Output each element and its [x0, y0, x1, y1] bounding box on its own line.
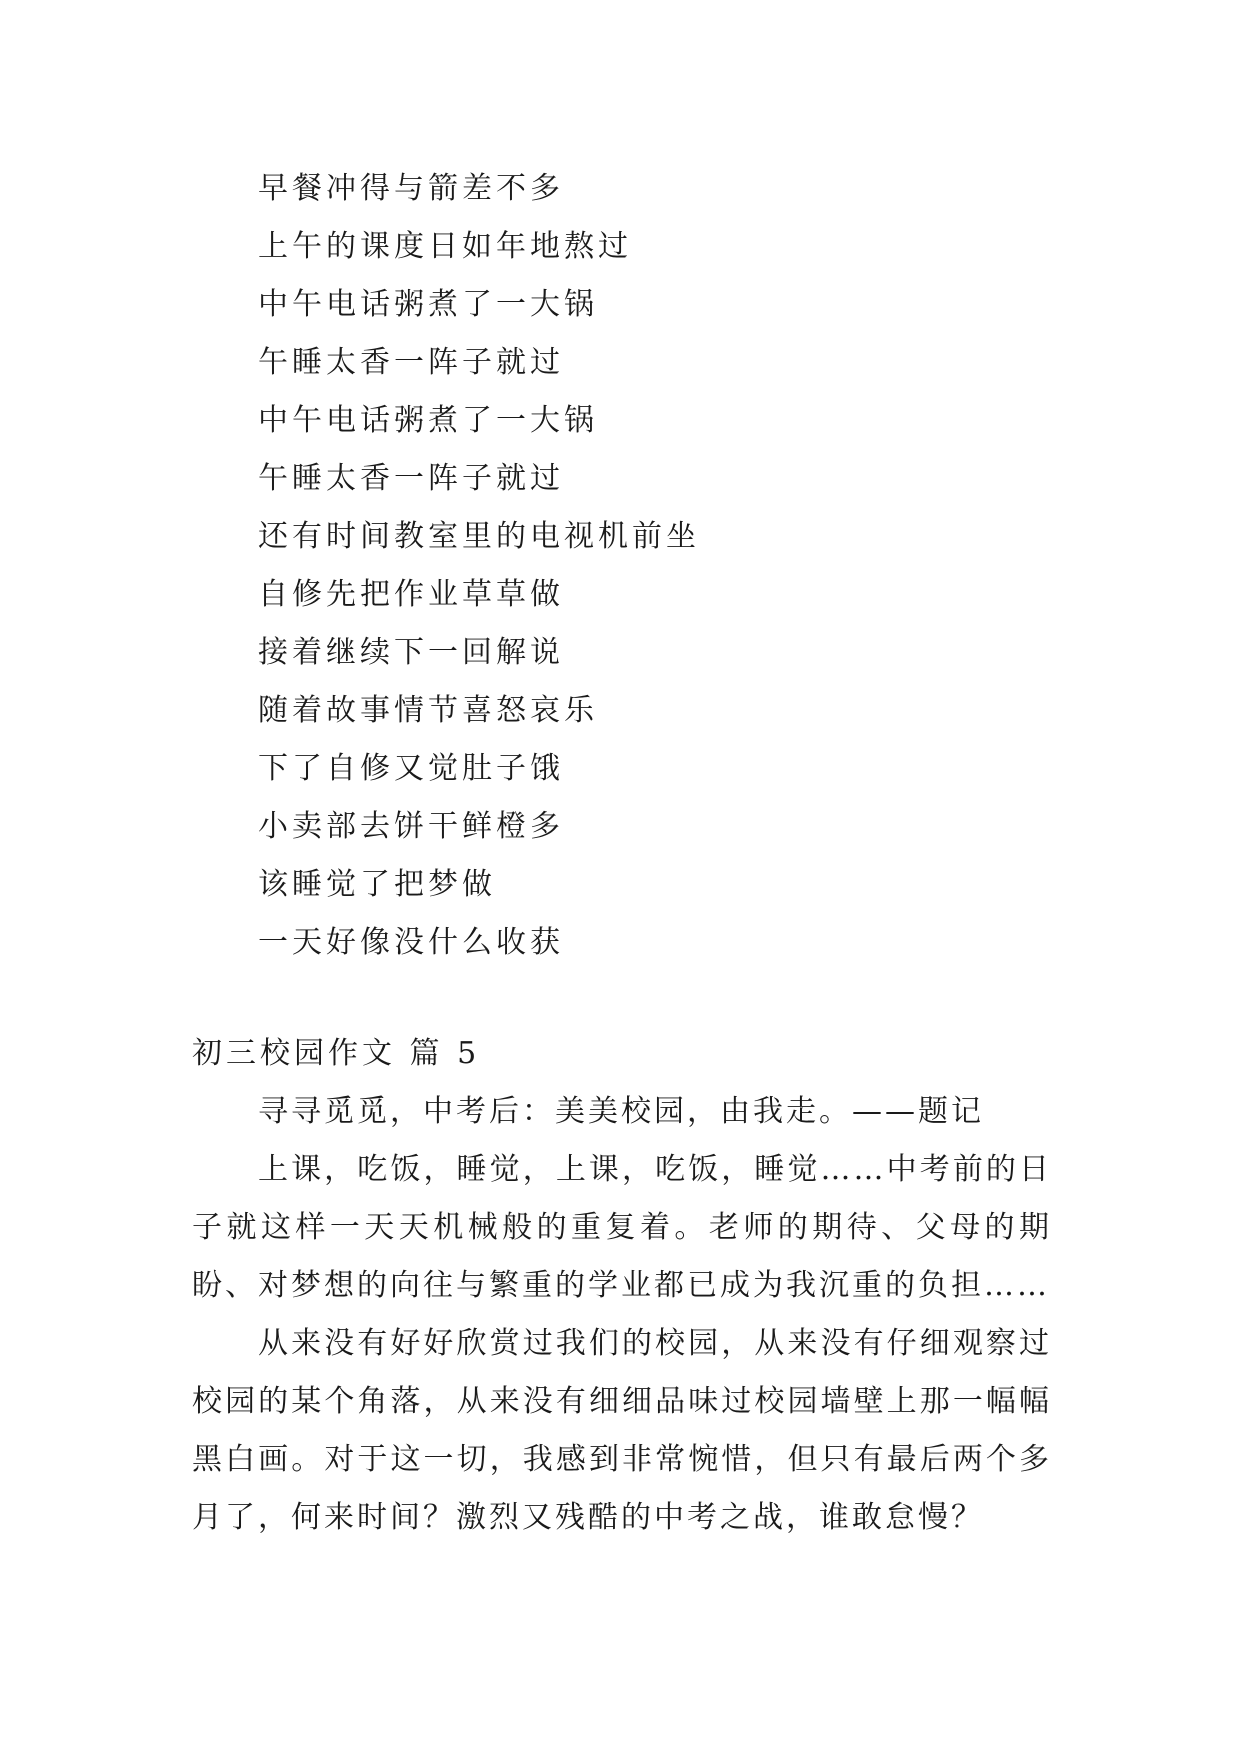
- essay-paragraph: 寻寻觅觅，中考后：美美校园，由我走。——题记: [258, 1094, 984, 1129]
- poem-line: 午睡太香一阵子就过: [258, 461, 564, 496]
- poem-line: 中午电话粥煮了一大锅: [258, 403, 598, 438]
- poem: [258, 160, 700, 972]
- poem-line: 早餐冲得与箭差不多: [258, 171, 564, 206]
- poem-line: 小卖部去饼干鲜橙多: [258, 809, 564, 844]
- essay-paragraph: 从来没有好好欣赏过我们的校园，从来没有仔细观察过校园的某个角落，从来没有细细品味过校园墙壁上那一幅幅黑白画。对于这一切，我感到非常惋惜，但只有最后两个多月了，何来时间？激烈又残酷的中考之战，谁敢怠慢？: [192, 1326, 1052, 1535]
- poem-line: 中午电话粥煮了一大锅: [258, 287, 598, 322]
- poem-line: 该睡觉了把梦做: [258, 867, 496, 902]
- poem-line: 还有时间教室里的电视机前坐: [258, 519, 700, 554]
- essay-body: [192, 1083, 1052, 1547]
- poem-line: 上午的课度日如年地熬过: [258, 229, 632, 264]
- poem-line: 一天好像没什么收获: [258, 925, 564, 960]
- poem-line: 随着故事情节喜怒哀乐: [258, 693, 598, 728]
- section-title: 初三校园作文 篇 5: [192, 1036, 481, 1071]
- essay-paragraph: 上课，吃饭，睡觉，上课，吃饭，睡觉……中考前的日子就这样一天天机械般的重复着。老师的期待、父母的期盼、对梦想的向往与繁重的学业都已成为我沉重的负担……: [192, 1152, 1052, 1303]
- poem-line: 下了自修又觉肚子饿: [258, 751, 564, 786]
- poem-line: 自修先把作业草草做: [258, 577, 564, 612]
- poem-line: 接着继续下一回解说: [258, 635, 564, 670]
- poem-line: 午睡太香一阵子就过: [258, 345, 564, 380]
